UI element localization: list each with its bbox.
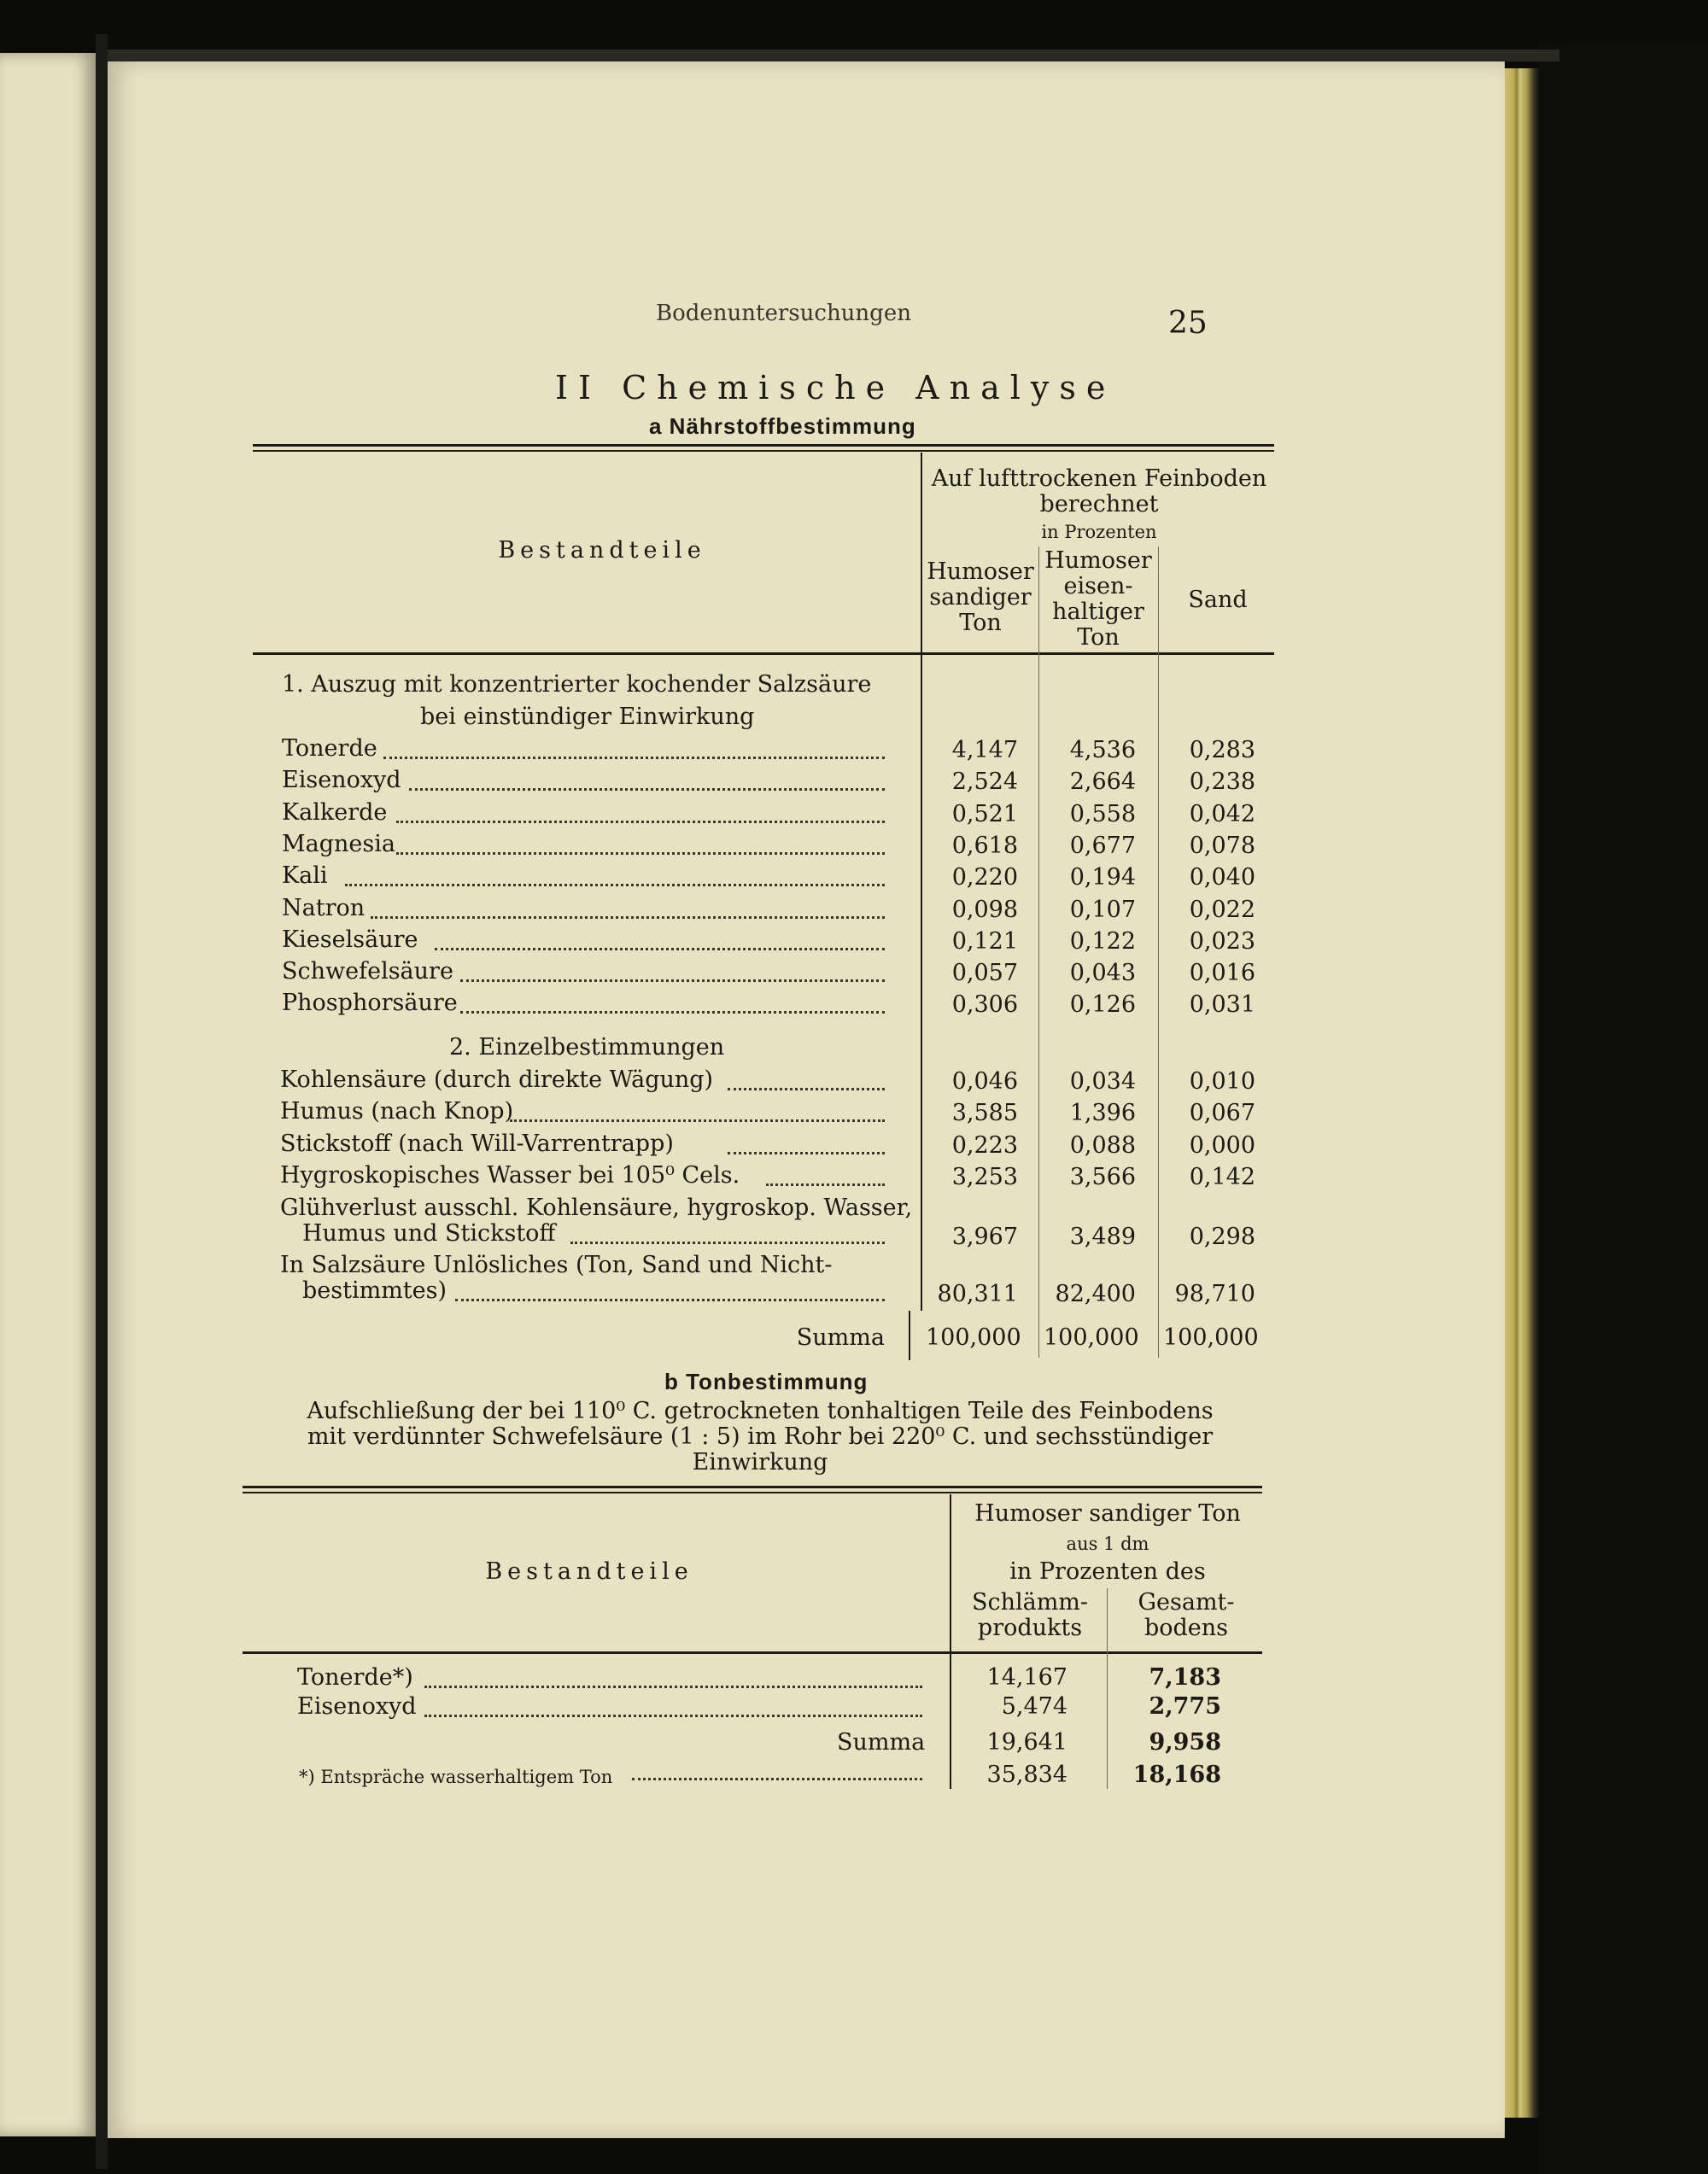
book-gutter: [96, 34, 108, 2169]
group2-heading: 2. Einzelbestimmungen: [449, 1034, 725, 1061]
row-leader: [409, 788, 885, 791]
table-b-group-header-3: in Prozenten des: [1009, 1558, 1206, 1585]
row-value-col1: 0,521: [951, 801, 1018, 827]
row-label-continued: bestimmtes): [302, 1277, 447, 1304]
row-label: Eisenoxyd: [282, 767, 401, 793]
row-leader: [728, 1152, 885, 1154]
section-b-title: b Tonbestimmung: [664, 1369, 869, 1394]
table-b-component-header: Bestandteile: [485, 1558, 693, 1585]
table-a-component-header: Bestandteile: [498, 537, 706, 564]
row-leader: [728, 1088, 885, 1090]
row-value-col2: 0,677: [1069, 833, 1136, 859]
table-b-divider-2: [1107, 1588, 1108, 1789]
row-value-col2: 0,194: [1069, 864, 1136, 891]
table-a-group-header-3: in Prozenten: [1041, 522, 1157, 542]
running-head: Bodenuntersuchungen: [656, 301, 911, 326]
table-b-row-label: Eisenoxyd: [297, 1693, 417, 1720]
table-a-col3-header: Sand: [1188, 587, 1248, 613]
row-leader: [345, 884, 885, 886]
row-value-col3: 0,142: [1189, 1164, 1255, 1190]
row-value-col1: 0,306: [951, 991, 1018, 1018]
table-a-top-rule-2: [253, 450, 1274, 452]
col2-header-line: haltiger: [1052, 599, 1144, 625]
table-b-row-value-2: 7,183: [1149, 1664, 1221, 1691]
row-value-col1: 0,098: [951, 897, 1018, 923]
row-leader: [766, 1183, 885, 1186]
col1-header-line: sandiger: [929, 584, 1032, 611]
section-a-title: a Nährstoffbestimmung: [649, 413, 916, 439]
main-title: II Chemische Analyse: [555, 369, 1116, 406]
table-b-header-rule: [243, 1651, 1262, 1654]
section-b-description-2: mit verdünnter Schwefelsäure (1 : 5) im Rohr bei 220⁰ C. und sechsstündiger: [307, 1423, 1214, 1450]
row-value-col1: 3,585: [951, 1100, 1018, 1126]
table-a-divider-main: [921, 453, 922, 1311]
table-a-divider-2: [1038, 546, 1039, 1358]
footnote-value-1: 35,834: [986, 1762, 1068, 1788]
col2-header-line: bodens: [1144, 1615, 1229, 1641]
table-b-row-value-2: 2,775: [1149, 1693, 1221, 1720]
col2-header-line: Ton: [1077, 624, 1120, 651]
row-value-col3: 0,016: [1189, 960, 1255, 986]
table-a-top-rule: [253, 444, 1274, 447]
summa-value-2: 100,000: [1044, 1324, 1139, 1351]
group1-heading: 1. Auszug mit konzentrierter kochender Salzsäure: [282, 671, 872, 698]
row-value-col1: 0,618: [951, 833, 1018, 859]
page-number: 25: [1168, 306, 1208, 341]
table-b-row-value-1: 5,474: [1001, 1693, 1068, 1720]
row-leader: [455, 1299, 885, 1301]
row-label: Kieselsäure: [282, 926, 418, 953]
row-label: Kali: [282, 862, 328, 889]
row-value-col3: 0,010: [1189, 1068, 1255, 1095]
footnote-leader: [632, 1778, 922, 1780]
row-value-col3: 0,042: [1189, 801, 1255, 827]
col1-header-line: Humoser: [927, 558, 1034, 585]
table-b-top-rule-2: [243, 1492, 1262, 1493]
row-value-col2: 0,126: [1069, 991, 1136, 1018]
row-leader: [396, 821, 885, 823]
row-value-col1: 0,223: [951, 1132, 1018, 1159]
section-b-description: Aufschließung der bei 110⁰ C. getrockneten tonhaltigen Teile des Feinbodens: [307, 1398, 1214, 1424]
row-value-col2: 0,043: [1069, 960, 1136, 986]
row-leader: [435, 948, 885, 950]
footnote-value-2: 18,168: [1132, 1762, 1221, 1788]
col1-header-line: produkts: [977, 1615, 1083, 1641]
col2-header-line: Gesamt-: [1138, 1589, 1235, 1616]
summa-label: Summa: [796, 1324, 885, 1351]
row-value-col1: 0,046: [951, 1068, 1018, 1095]
row-value-col1: 0,121: [951, 928, 1018, 955]
table-a-col2-header: [1040, 548, 1156, 651]
table-b-group-header-2: aus 1 dm: [1066, 1534, 1149, 1554]
row-leader: [396, 852, 885, 855]
table-a-divider-summa: [909, 1311, 910, 1360]
table-b-summa-label: Summa: [837, 1729, 926, 1756]
col1-header-line: Schlämm-: [971, 1589, 1089, 1616]
row-value-col3: 0,000: [1189, 1132, 1255, 1159]
book-top-edge: [108, 50, 1559, 61]
row-label: Kalkerde: [282, 799, 388, 826]
table-b-top-rule: [243, 1486, 1262, 1488]
row-value-col2: 82,400: [1055, 1281, 1136, 1307]
book-cover: [1539, 43, 1708, 2174]
table-a-group-header: Auf lufttrockenen Feinboden: [931, 465, 1267, 492]
row-value-col3: 98,710: [1174, 1281, 1255, 1307]
row-value-col2: 3,566: [1069, 1164, 1136, 1190]
table-a-group-header-2: berechnet: [1039, 491, 1159, 517]
summa-value-1: 100,000: [926, 1324, 1021, 1351]
row-value-col2: 4,536: [1069, 737, 1136, 763]
row-leader: [460, 1011, 885, 1014]
row-value-col3: 0,023: [1189, 928, 1255, 955]
row-value-col2: 1,396: [1069, 1100, 1136, 1126]
row-value-col3: 0,078: [1189, 833, 1255, 859]
row-label: Tonerde: [282, 735, 377, 762]
table-b-row-label: Tonerde*): [297, 1664, 413, 1691]
row-label: Schwefelsäure: [282, 958, 453, 985]
row-label: Hygroskopisches Wasser bei 105⁰ Cels.: [280, 1162, 740, 1189]
row-label: Glühverlust ausschl. Kohlensäure, hygroskop. Wasser,: [280, 1195, 913, 1221]
row-leader: [424, 1686, 922, 1688]
table-b-group-header: Humoser sandiger Ton: [974, 1500, 1241, 1527]
row-value-col1: 3,967: [951, 1224, 1018, 1250]
row-label: Natron: [282, 895, 366, 921]
table-b-col1-header: [953, 1590, 1107, 1641]
row-label: In Salzsäure Unlösliches (Ton, Sand und Nicht-: [280, 1252, 833, 1278]
row-label-continued: Humus und Stickstoff: [302, 1220, 556, 1247]
row-value-col2: 3,489: [1069, 1224, 1136, 1250]
row-value-col3: 0,298: [1189, 1224, 1255, 1250]
row-value-col1: 80,311: [937, 1281, 1018, 1307]
row-label: Stickstoff (nach Will-Varrentrapp): [280, 1131, 674, 1157]
row-value-col1: 0,057: [951, 960, 1018, 986]
section-b-description-3: Einwirkung: [692, 1449, 828, 1476]
row-leader: [383, 757, 885, 759]
table-a-col1-header: [924, 559, 1037, 636]
row-value-col3: 0,238: [1189, 768, 1255, 795]
row-value-col3: 0,040: [1189, 864, 1255, 891]
col1-header-line: Ton: [959, 610, 1002, 636]
row-value-col1: 4,147: [951, 737, 1018, 763]
row-value-col3: 0,031: [1189, 991, 1255, 1018]
row-value-col2: 0,034: [1069, 1068, 1136, 1095]
row-leader: [460, 979, 885, 982]
group1-heading-2: bei einstündiger Einwirkung: [420, 704, 755, 730]
table-b-divider-main: [950, 1494, 951, 1789]
row-value-col3: 0,283: [1189, 737, 1255, 763]
table-b-row-value-1: 14,167: [986, 1664, 1068, 1691]
table-b-col2-header: [1110, 1590, 1262, 1641]
table-a-header-rule: [253, 652, 1274, 655]
row-value-col1: 2,524: [951, 768, 1018, 795]
row-label: Phosphorsäure: [282, 990, 458, 1016]
left-page-edge: [0, 53, 96, 2136]
summa-value-3: 100,000: [1163, 1324, 1259, 1351]
row-leader: [510, 1119, 885, 1122]
row-value-col2: 0,558: [1069, 801, 1136, 827]
row-value-col3: 0,067: [1189, 1100, 1255, 1126]
table-a-divider-3: [1158, 546, 1159, 1358]
table-b-summa-value-1: 19,641: [986, 1729, 1068, 1756]
row-value-col2: 0,122: [1069, 928, 1136, 955]
col2-header-line: Humoser: [1044, 547, 1152, 574]
row-label: Magnesia: [282, 831, 395, 857]
row-value-col2: 0,107: [1069, 897, 1136, 923]
footnote-label: *) Entspräche wasserhaltigem Ton: [299, 1767, 613, 1787]
row-value-col3: 0,022: [1189, 897, 1255, 923]
row-label: Humus (nach Knop): [280, 1098, 514, 1125]
col2-header-line: eisen-: [1063, 573, 1133, 599]
row-value-col2: 0,088: [1069, 1132, 1136, 1159]
row-leader: [424, 1715, 922, 1717]
row-value-col2: 2,664: [1069, 768, 1136, 795]
row-value-col1: 3,253: [951, 1164, 1018, 1190]
page-edges: [1505, 68, 1539, 2118]
table-b-summa-value-2: 9,958: [1149, 1729, 1221, 1756]
row-value-col1: 0,220: [951, 864, 1018, 891]
row-leader: [371, 916, 885, 919]
row-leader: [570, 1242, 885, 1244]
row-label: Kohlensäure (durch direkte Wägung): [280, 1067, 714, 1093]
